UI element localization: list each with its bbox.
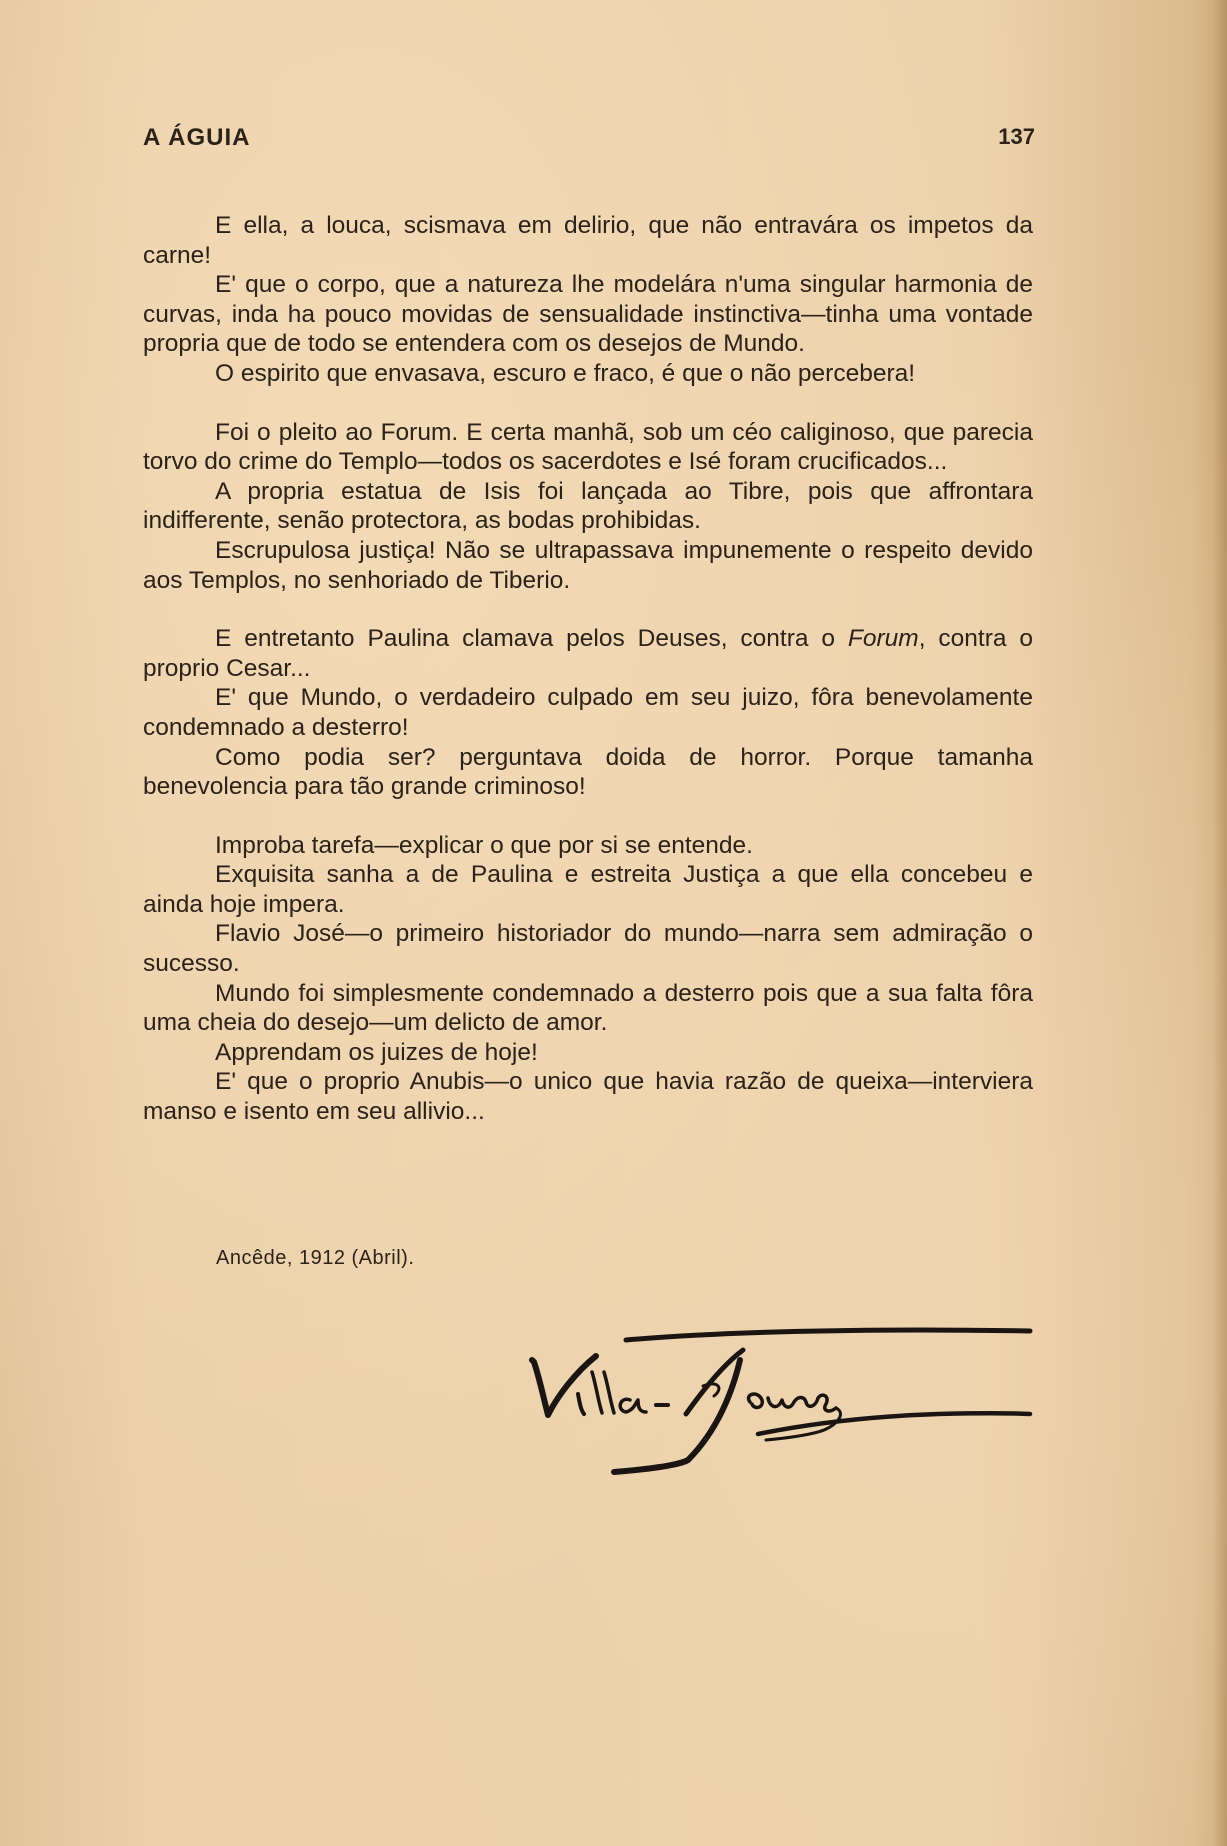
page-edge-shadow bbox=[1213, 0, 1227, 1846]
paragraph: A propria estatua de Isis foi lançada ao Tibre, pois que affrontara indifferente, senão protectora, as bodas prohibidas. bbox=[143, 477, 1033, 535]
body-text bbox=[143, 211, 1033, 1127]
paragraph: E' que o corpo, que a natureza lhe modelára n'uma singular harmonia de curvas, inda ha pouco movidas de sensualidade instinctiva—tinha uma vontade propria que de todo se entendera com os desejos de Mundo. bbox=[143, 271, 1033, 358]
paragraph: E ella, a louca, scismava em delirio, que não entravára os impetos da carne! bbox=[143, 212, 1033, 269]
paragraph bbox=[143, 624, 1033, 683]
running-title: A ÁGUIA bbox=[143, 124, 251, 151]
page-header bbox=[143, 124, 1035, 158]
paragraph: E' que o proprio Anubis—o unico que havia razão de queixa—interviera manso e isento em seu allivio... bbox=[143, 1068, 1033, 1126]
paragraph: Exquisita sanha a de Paulina e estreita Justiça a que ella concebeu e ainda hoje impera. bbox=[143, 861, 1033, 918]
paragraph: Flavio José—o primeiro historiador do mundo—narra sem admiração o sucesso. bbox=[143, 920, 1033, 978]
page-number: 137 bbox=[998, 124, 1035, 149]
paragraph-text: E entretanto Paulina clamava pelos Deuses, contra o bbox=[215, 625, 848, 653]
paragraph: Apprendam os juizes de hoje! bbox=[215, 1038, 538, 1066]
paragraph: Mundo foi simplesmente condemnado a desterro pois que a sua falta fôra uma cheia do desejo—um delicto de amor. bbox=[143, 979, 1033, 1037]
paragraph-text: , contra o proprio Cesar... bbox=[143, 625, 1034, 682]
paragraph: Como podia ser? perguntava doida de horror. Porque tamanha benevolencia para tão grande criminoso! bbox=[143, 743, 1033, 801]
paragraph: Improba tarefa—explicar o que por si se entende. bbox=[215, 831, 753, 859]
paragraph: Foi o pleito ao Forum. E certa manhã, sob um céo caliginoso, que parecia torvo do crime do Templo—todos os sacerdotes e Isé foram crucificados... bbox=[143, 418, 1033, 476]
dateline: Ancêde, 1912 (Abril). bbox=[216, 1247, 415, 1269]
handwritten-signature bbox=[518, 1310, 1038, 1480]
italic-word-forum: Forum bbox=[847, 625, 919, 653]
paragraph: Escrupulosa justiça! Não se ultrapassava impunemente o respeito devido aos Templos, no senhoriado de Tiberio. bbox=[143, 536, 1033, 594]
paragraph: O espirito que envasava, escuro e fraco, é que o não percebera! bbox=[215, 359, 916, 387]
paragraph: E' que Mundo, o verdadeiro culpado em seu juizo, fôra benevolamente condemnado a desterro! bbox=[143, 684, 1033, 741]
